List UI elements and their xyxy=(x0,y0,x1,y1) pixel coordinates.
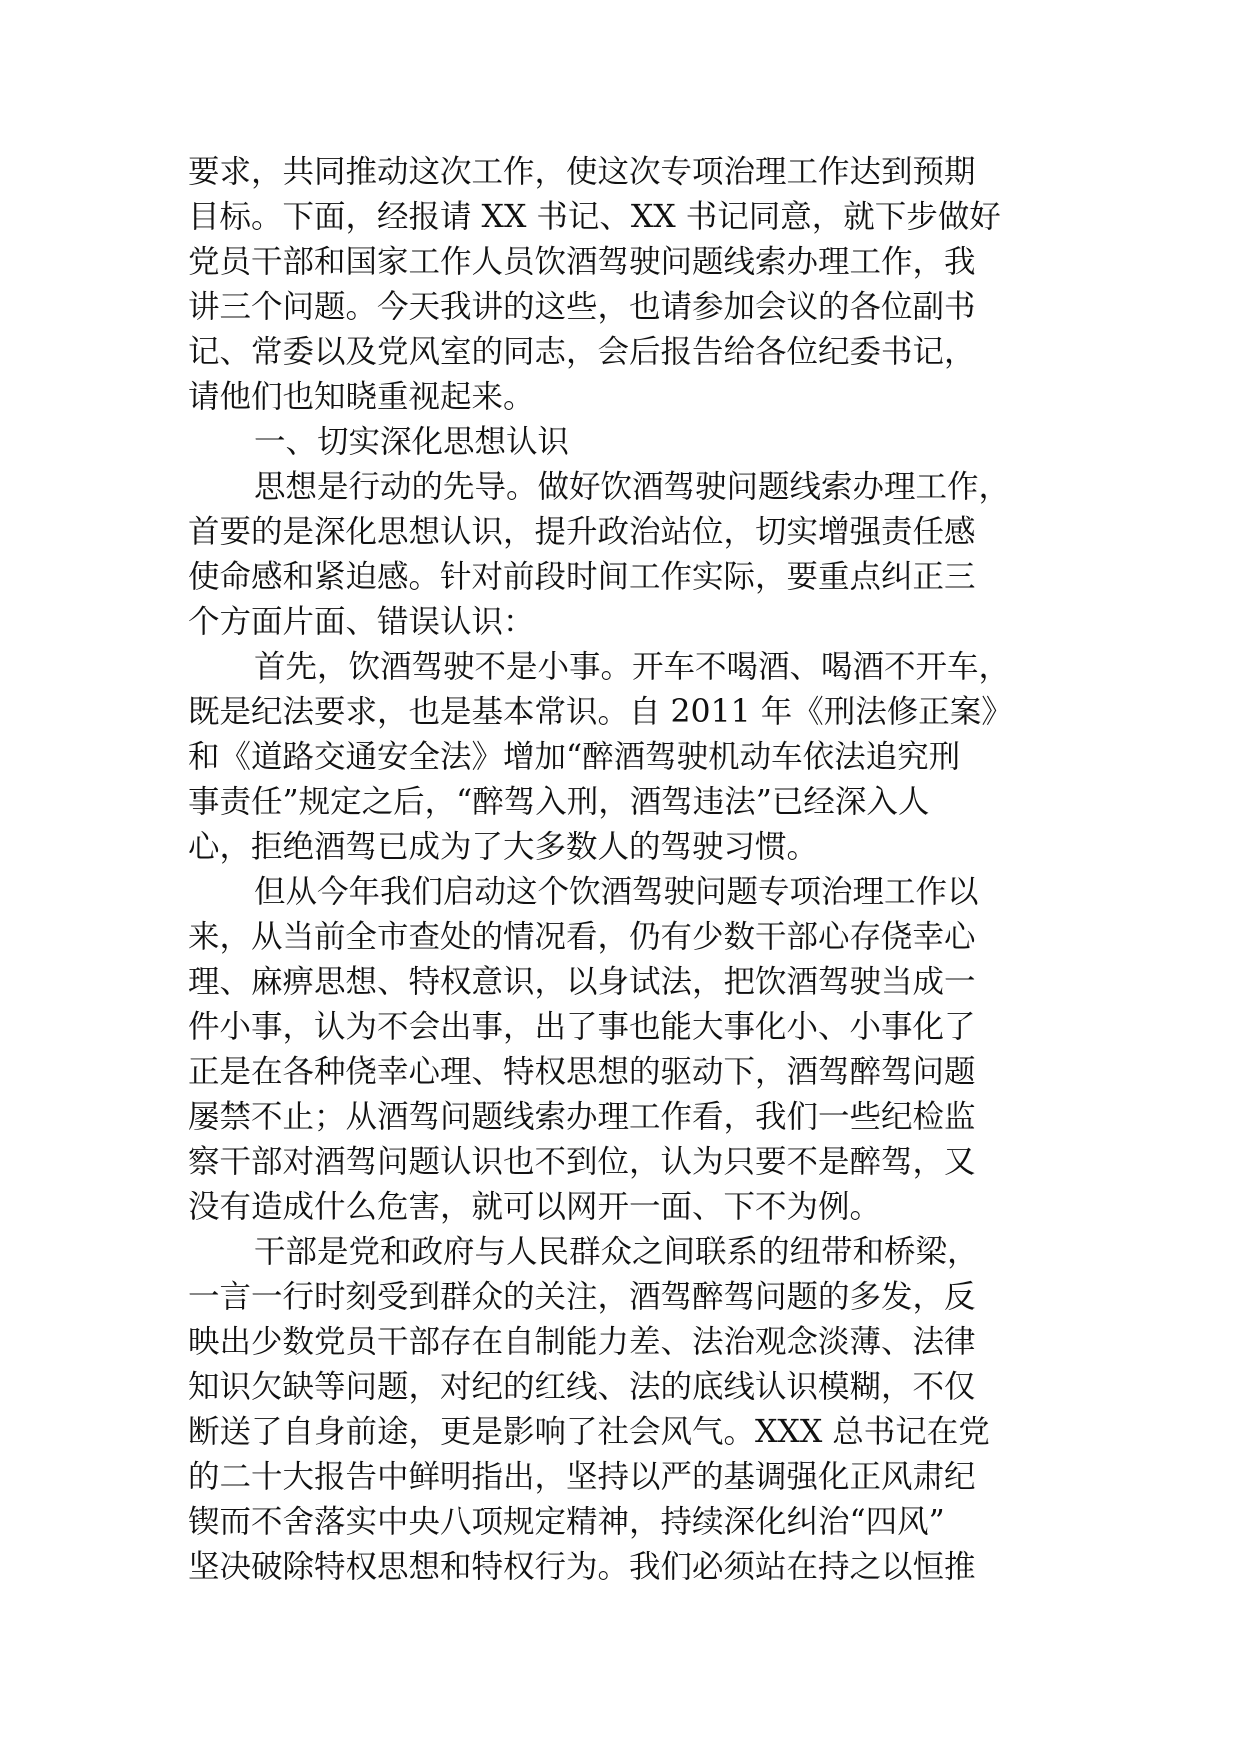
body-line: 目标。下面，经报请 XX 书记、XX 书记同意，就下步做好 xyxy=(188,199,1001,235)
body-line: 首要的是深化思想认识，提升政治站位，切实增强责任感 xyxy=(188,514,976,550)
body-line: 的二十大报告中鲜明指出，坚持以严的基调强化正风肃纪 xyxy=(188,1459,976,1495)
body-line: 映出少数党员干部存在自制能力差、法治观念淡薄、法律 xyxy=(188,1324,976,1360)
body-line: 请他们也知晓重视起来。 xyxy=(188,379,535,415)
body-line: 党员干部和国家工作人员饮酒驾驶问题线索办理工作，我 xyxy=(188,244,976,280)
body-line: 理、麻痹思想、特权意识，以身试法，把饮酒驾驶当成一 xyxy=(188,964,976,1000)
body-line: 没有造成什么危害，就可以网开一面、下不为例。 xyxy=(188,1189,882,1225)
body-line: 断送了自身前途，更是影响了社会风气。XXX 总书记在党 xyxy=(188,1414,990,1450)
document-body xyxy=(188,150,1060,1590)
body-line: 既是纪法要求，也是基本常识。自 2011 年《刑法修正案》 xyxy=(188,694,1013,730)
body-line: 坚决破除特权思想和特权行为。我们必须站在持之以恒推 xyxy=(188,1549,976,1585)
body-line: 心，拒绝酒驾已成为了大多数人的驾驶习惯。 xyxy=(188,829,819,865)
body-line: 一言一行时刻受到群众的关注，酒驾醉驾问题的多发，反 xyxy=(188,1279,976,1315)
body-line: 察干部对酒驾问题认识也不到位，认为只要不是醉驾，又 xyxy=(188,1144,976,1180)
body-line: 使命感和紧迫感。针对前段时间工作实际，要重点纠正三 xyxy=(188,559,976,595)
body-line: 正是在各种侥幸心理、特权思想的驱动下，酒驾醉驾问题 xyxy=(188,1054,976,1090)
body-line: 件小事，认为不会出事，出了事也能大事化小、小事化了 xyxy=(188,1009,976,1045)
paragraph-start-line: 但从今年我们启动这个饮酒驾驶问题专项治理工作以 xyxy=(254,874,979,910)
body-line: 记、常委以及党风室的同志，会后报告给各位纪委书记， xyxy=(188,334,976,370)
section-heading: 一、切实深化思想认识 xyxy=(254,424,570,460)
body-line: 知识欠缺等问题，对纪的红线、法的底线认识模糊，不仅 xyxy=(188,1369,976,1405)
paragraph-start-line: 干部是党和政府与人民群众之间联系的纽带和桥梁， xyxy=(254,1234,979,1270)
paragraph-start-line: 首先，饮酒驾驶不是小事。开车不喝酒、喝酒不开车， xyxy=(254,649,1011,685)
body-line: 锲而不舍落实中央八项规定精神，持续深化纠治“四风” xyxy=(188,1504,945,1540)
body-line: 来，从当前全市查处的情况看，仍有少数干部心存侥幸心 xyxy=(188,919,976,955)
body-line: 和《道路交通安全法》增加“醉酒驾驶机动车依法追究刑 xyxy=(188,739,961,775)
body-line: 屡禁不止；从酒驾问题线索办理工作看，我们一些纪检监 xyxy=(188,1099,976,1135)
paragraph-start-line: 思想是行动的先导。做好饮酒驾驶问题线索办理工作， xyxy=(254,469,1011,505)
body-line: 要求，共同推动这次工作，使这次专项治理工作达到预期 xyxy=(188,154,976,190)
body-line: 事责任”规定之后，“醉驾入刑，酒驾违法”已经深入人 xyxy=(188,784,930,820)
body-line: 个方面片面、错误认识： xyxy=(188,604,535,640)
body-line: 讲三个问题。今天我讲的这些，也请参加会议的各位副书 xyxy=(188,289,976,325)
